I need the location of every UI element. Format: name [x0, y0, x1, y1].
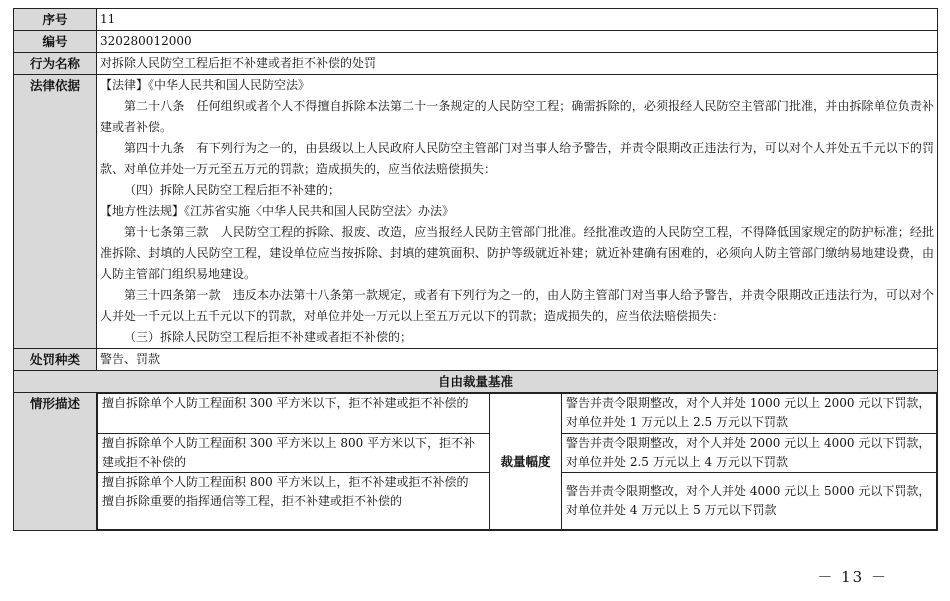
situation-3: 擅自拆除单个人防工程面积 800 平方米以上，拒不补建或拒不补偿的: [102, 475, 469, 489]
penalty-type-label: 处罚种类: [14, 349, 97, 371]
article-49: 第四十九条 有下列行为之一的，由县级以上人民政府人民防空主管部门对当事人给予警告，并责令限期改正违法行为，可以对个人并处五千元以下的罚款、对单位并处一万元至五万元的罚款；造成损失的，应当依法赔偿损失：: [100, 141, 934, 176]
range-1: 警告并责令限期整改，对个人并处 1000 元以上 2000 元以下罚款，对单位并处 1 万元以上 2.5 万元以下罚款: [562, 394, 937, 434]
code-value: 320280012000: [97, 31, 938, 53]
legal-basis-label: 法律依据: [14, 75, 97, 349]
situation-1: 擅自拆除单个人防工程面积 300 平方米以下，拒不补建或拒不补偿的: [98, 394, 490, 434]
article-49-item-4: （四）拆除人民防空工程后拒不补建的；: [124, 183, 341, 197]
legal-basis-content: [97, 75, 938, 349]
range-3: 警告并责令限期整改，对个人并处 4000 元以上 5000 元以下罚款，对单位并处 4 万元以上 5 万元以下罚款: [562, 473, 937, 530]
serial-label: 序号: [14, 9, 97, 31]
article-17: 第十七条第三款 人民防空工程的拆除、报废、改造，应当报经人民防主管部门批准。经批准改造的人民防空工程，不得降低国家规定的防护标准；经批准拆除、封填的人民防空工程，建设单位应当按拆除、封填的建筑面积、防护等级就近补建；就近补建确有困难的，必须向人防主管部门缴纳易地建设费，由人防主管部门组织易地建设。: [100, 225, 934, 281]
serial-value: 11: [97, 9, 938, 31]
situation-2: 擅自拆除单个人防工程面积 300 平方米以上 800 平方米以下，拒不补建或拒不补偿的: [98, 434, 490, 473]
action-name-value: 对拆除人民防空工程后拒不补建或者拒不补偿的处罚: [97, 53, 938, 75]
punishment-table: [13, 8, 938, 531]
article-34-item-3: （三）拆除人民防空工程后拒不补建或者拒不补偿的；: [124, 330, 413, 344]
article-28: 第二十八条 任何组织或者个人不得擅自拆除本法第二十一条规定的人民防空工程；确需拆除的，必须报经人民防空主管部门批准，并由拆除单位负责补建或者补偿。: [100, 99, 934, 134]
code-label: 编号: [14, 31, 97, 53]
local-regulation-title: 【地方性法规】《江苏省实施〈中华人民共和国人民防空法〉办法》: [100, 204, 455, 218]
situation-label: 情形描述: [14, 393, 97, 531]
situation-4: 擅自拆除重要的指挥通信等工程，拒不补建或拒不补偿的: [102, 494, 403, 508]
action-name-label: 行为名称: [14, 53, 97, 75]
penalty-type-value: 警告、罚款: [97, 349, 938, 371]
situation-3-4: [98, 473, 490, 530]
discretion-table: [97, 393, 937, 530]
discretion-title: 自由裁量基准: [14, 371, 938, 393]
range-label: 裁量幅度: [490, 394, 562, 530]
page-number: － 13 －: [817, 568, 888, 586]
law-title: 【法律】《中华人民共和国人民防空法》: [100, 78, 311, 92]
article-34: 第三十四条第一款 违反本办法第十八条第一款规定，或者有下列行为之一的，由人防主管部门对当事人给予警告，并责令限期改正违法行为，可以对个人并处一千元以上五千元以下的罚款，对单位并处一万元以上至五万元以下的罚款；造成损失的，应当依法赔偿损失：: [100, 288, 934, 323]
range-2: 警告并责令限期整改，对个人并处 2000 元以上 4000 元以下罚款，对单位并处 2.5 万元以上 4 万元以下罚款: [562, 434, 937, 473]
